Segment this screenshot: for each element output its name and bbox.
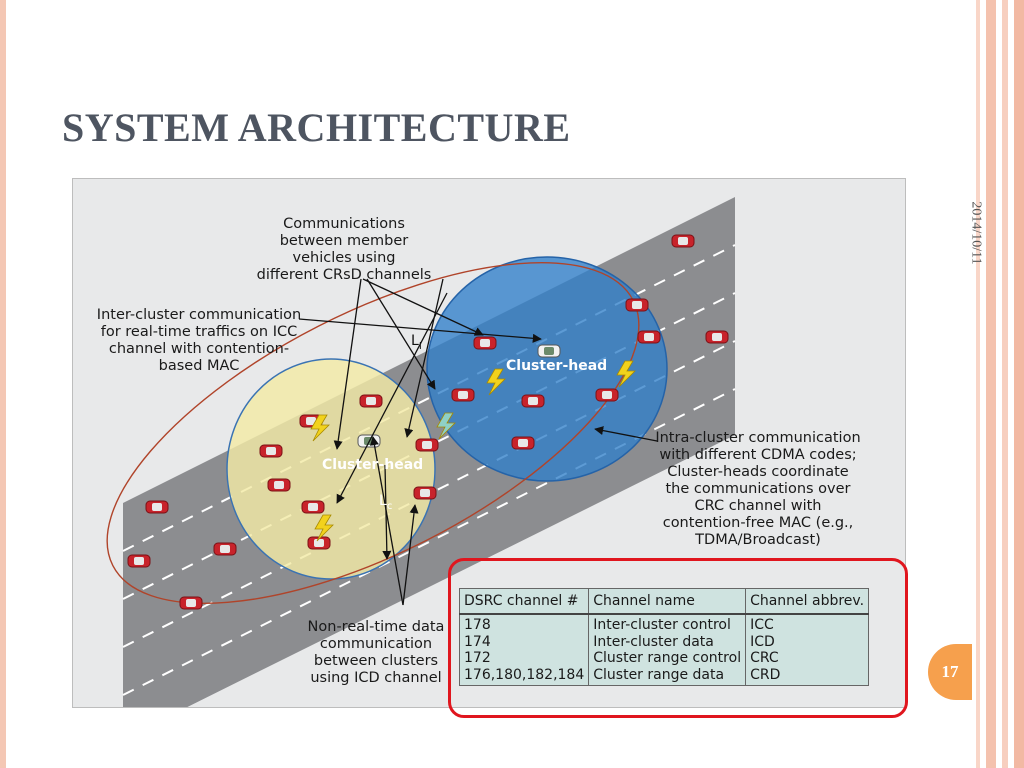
vehicle [474, 337, 496, 349]
table-cell: Inter-cluster control [589, 614, 746, 634]
table-cell: Inter-cluster data [589, 634, 746, 651]
table-cell: CRC [746, 650, 869, 667]
table-cell: ICD [746, 634, 869, 651]
cluster-head-vehicle [538, 345, 560, 357]
column-header: Channel abbrev. [746, 589, 869, 615]
range-label-li: $L_I$ [411, 333, 422, 352]
table-cell: 178 [460, 614, 589, 634]
table-highlight-box [448, 558, 908, 718]
column-header: DSRC channel # [460, 589, 589, 615]
vehicle [638, 331, 660, 343]
right-decor-stripe [986, 0, 996, 768]
vehicle [146, 501, 168, 513]
vehicle [180, 597, 202, 609]
column-header: Channel name [589, 589, 746, 615]
annotation-non-real-time: Non-real-time data communication between clusters using ICD channel [307, 619, 445, 686]
right-decor-stripe [976, 0, 980, 768]
page-number-badge: 17 [928, 644, 972, 700]
cluster-head-label-right: Cluster-head [506, 358, 608, 374]
table-cell: 172 [460, 650, 589, 667]
vehicle [414, 487, 436, 499]
table-cell: Cluster range control [589, 650, 746, 667]
cluster-head-label-left: Cluster-head [322, 457, 424, 473]
vehicle [452, 389, 474, 401]
vehicle [626, 299, 648, 311]
table-cell: ICC [746, 614, 869, 634]
table-cell: Cluster range data [589, 667, 746, 686]
vehicle [596, 389, 618, 401]
annotation-intra-cluster: Intra-cluster communication with different CDMA codes; Cluster-heads coordinate the communications over CRC channel with contention-free MAC (e.g., TDMA/Broadcast) [655, 430, 861, 548]
table-cell: 176,180,182,184 [460, 667, 589, 686]
vehicle [128, 555, 150, 567]
table-cell: CRD [746, 667, 869, 686]
slide-date: 2014/10/11 [968, 201, 984, 265]
vehicle [360, 395, 382, 407]
right-decor-stripe [1002, 0, 1008, 768]
vehicle [416, 439, 438, 451]
vehicle [522, 395, 544, 407]
vehicle [672, 235, 694, 247]
range-label-lc: $L_c$ [379, 493, 393, 512]
left-decor-stripe [0, 0, 6, 768]
annotation-inter-cluster: Inter-cluster communication for real-time traffics on ICC channel with contention- based MAC [96, 307, 302, 374]
vehicle [706, 331, 728, 343]
right-decor-stripe [1014, 0, 1024, 768]
vehicle [268, 479, 290, 491]
table-cell: 174 [460, 634, 589, 651]
vehicle [214, 543, 236, 555]
annotation-member-communications: Communications between member vehicles using different CRsD channels [256, 216, 432, 283]
vehicle [302, 501, 324, 513]
slide-title: SYSTEM ARCHITECTURE [62, 105, 571, 150]
vehicle [512, 437, 534, 449]
vehicle [260, 445, 282, 457]
